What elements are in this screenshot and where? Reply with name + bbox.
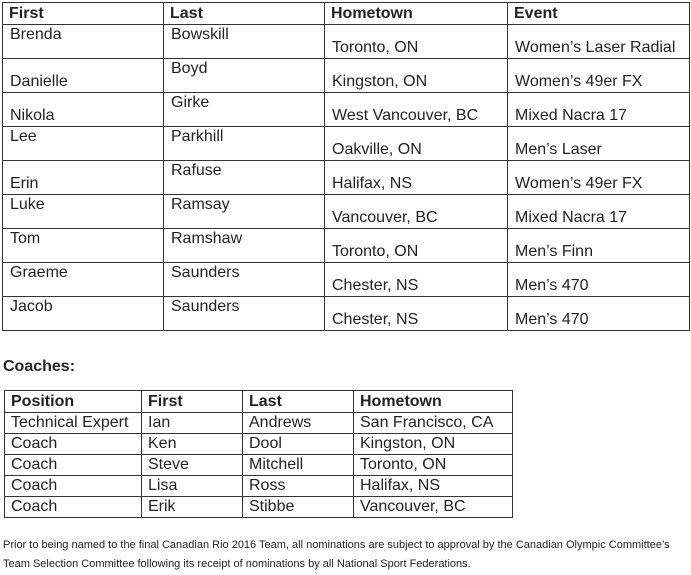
cell-last: Dool <box>243 434 354 455</box>
cell-last <box>164 59 325 93</box>
event-text: Women’s 49er FX <box>515 175 643 192</box>
last-text: Parkhill <box>171 128 224 145</box>
cell-event <box>508 263 690 297</box>
cell-hometown <box>325 59 508 93</box>
cell-hometown: Kingston, ON <box>354 434 513 455</box>
header-hometown: Hometown <box>354 391 513 413</box>
last-text: Rafuse <box>171 162 222 179</box>
cell-last <box>164 195 325 229</box>
cell-first: Erik <box>142 497 243 518</box>
first-text: Brenda <box>10 26 62 43</box>
cell-first <box>3 229 164 263</box>
event-text: Men’s 470 <box>515 277 589 294</box>
event-text: Mixed Nacra 17 <box>515 209 628 226</box>
cell-last: Andrews <box>243 413 354 434</box>
table-row <box>3 25 690 59</box>
cell-last <box>164 297 325 331</box>
cell-first <box>3 297 164 331</box>
first-text: Luke <box>10 196 45 213</box>
cell-event <box>508 297 690 331</box>
header-hometown: Hometown <box>325 3 508 25</box>
hometown-text: Halifax, NS <box>332 175 413 192</box>
table-row <box>5 455 513 476</box>
table-row <box>3 59 690 93</box>
cell-first <box>3 263 164 297</box>
last-text: Ramsay <box>171 196 230 213</box>
first-text: Jacob <box>10 298 53 315</box>
cell-first <box>3 93 164 127</box>
hometown-text: Kingston, ON <box>332 73 428 90</box>
footnote: Prior to being named to the final Canadian Rio 2016 Team, all nominations are subject to approval by the Canadian Olympic Committee’s Team Selection Committee following its receipt of nominations by all National Sport Federations. <box>3 539 670 570</box>
cell-event <box>508 229 690 263</box>
last-text: Boyd <box>171 60 208 77</box>
header-event: Event <box>508 3 690 25</box>
cell-position: Coach <box>5 497 142 518</box>
table-row <box>3 93 690 127</box>
cell-position: Coach <box>5 476 142 497</box>
cell-event <box>508 127 690 161</box>
header-last: Last <box>243 391 354 413</box>
hometown-text: Chester, NS <box>332 311 419 328</box>
first-text: Lee <box>10 128 37 145</box>
table-row <box>3 297 690 331</box>
header-last: Last <box>164 3 325 25</box>
cell-event <box>508 59 690 93</box>
cell-first: Ken <box>142 434 243 455</box>
coaches-table <box>4 390 513 518</box>
cell-last <box>164 263 325 297</box>
cell-first <box>3 25 164 59</box>
hometown-text: Toronto, ON <box>332 39 419 56</box>
cell-hometown <box>325 161 508 195</box>
athletes-table <box>2 2 690 331</box>
header-position: Position <box>5 391 142 413</box>
cell-last: Stibbe <box>243 497 354 518</box>
last-text: Girke <box>171 94 210 111</box>
cell-position: Technical Expert <box>5 413 142 434</box>
cell-hometown: Halifax, NS <box>354 476 513 497</box>
cell-hometown <box>325 93 508 127</box>
first-text: Graeme <box>10 264 68 281</box>
cell-first <box>3 161 164 195</box>
athletes-header-row <box>3 3 690 25</box>
cell-last <box>164 25 325 59</box>
cell-last <box>164 229 325 263</box>
header-first: First <box>142 391 243 413</box>
table-row <box>5 497 513 518</box>
table-row <box>3 229 690 263</box>
cell-event <box>508 195 690 229</box>
cell-hometown: Toronto, ON <box>354 455 513 476</box>
first-text: Tom <box>10 230 41 247</box>
cell-first <box>3 127 164 161</box>
cell-hometown <box>325 229 508 263</box>
cell-last <box>164 127 325 161</box>
cell-event <box>508 93 690 127</box>
cell-hometown <box>325 263 508 297</box>
last-text: Saunders <box>171 298 240 315</box>
hometown-text: West Vancouver, BC <box>332 107 479 124</box>
cell-last: Ross <box>243 476 354 497</box>
hometown-text: Chester, NS <box>332 277 419 294</box>
cell-first: Lisa <box>142 476 243 497</box>
cell-position: Coach <box>5 434 142 455</box>
first-text: Nikola <box>10 107 55 124</box>
hometown-text: Toronto, ON <box>332 243 419 260</box>
cell-first <box>3 195 164 229</box>
event-text: Mixed Nacra 17 <box>515 107 628 124</box>
cell-first <box>3 59 164 93</box>
cell-last <box>164 93 325 127</box>
hometown-text: Oakville, ON <box>332 141 422 158</box>
table-row <box>3 161 690 195</box>
table-row <box>3 263 690 297</box>
first-text: Danielle <box>10 73 68 90</box>
table-row <box>5 476 513 497</box>
cell-hometown <box>325 195 508 229</box>
event-text: Men’s Finn <box>515 243 593 260</box>
event-text: Men’s Laser <box>515 141 602 158</box>
coaches-header-row <box>5 391 513 413</box>
event-text: Men’s 470 <box>515 311 589 328</box>
cell-hometown <box>325 297 508 331</box>
cell-first: Ian <box>142 413 243 434</box>
cell-hometown <box>325 25 508 59</box>
cell-event <box>508 161 690 195</box>
coaches-heading: Coaches: <box>3 358 76 375</box>
first-text: Erin <box>10 175 39 192</box>
cell-hometown: Vancouver, BC <box>354 497 513 518</box>
cell-last: Mitchell <box>243 455 354 476</box>
event-text: Women’s 49er FX <box>515 73 643 90</box>
header-first: First <box>3 3 164 25</box>
cell-hometown: San Francisco, CA <box>354 413 513 434</box>
table-row <box>3 195 690 229</box>
event-text: Women’s Laser Radial <box>515 39 676 56</box>
cell-first: Steve <box>142 455 243 476</box>
hometown-text: Vancouver, BC <box>332 209 438 226</box>
table-row <box>5 413 513 434</box>
cell-position: Coach <box>5 455 142 476</box>
table-row <box>3 127 690 161</box>
cell-hometown <box>325 127 508 161</box>
cell-last <box>164 161 325 195</box>
last-text: Ramshaw <box>171 230 243 247</box>
last-text: Saunders <box>171 264 240 281</box>
last-text: Bowskill <box>171 26 229 43</box>
table-row <box>5 434 513 455</box>
cell-event <box>508 25 690 59</box>
